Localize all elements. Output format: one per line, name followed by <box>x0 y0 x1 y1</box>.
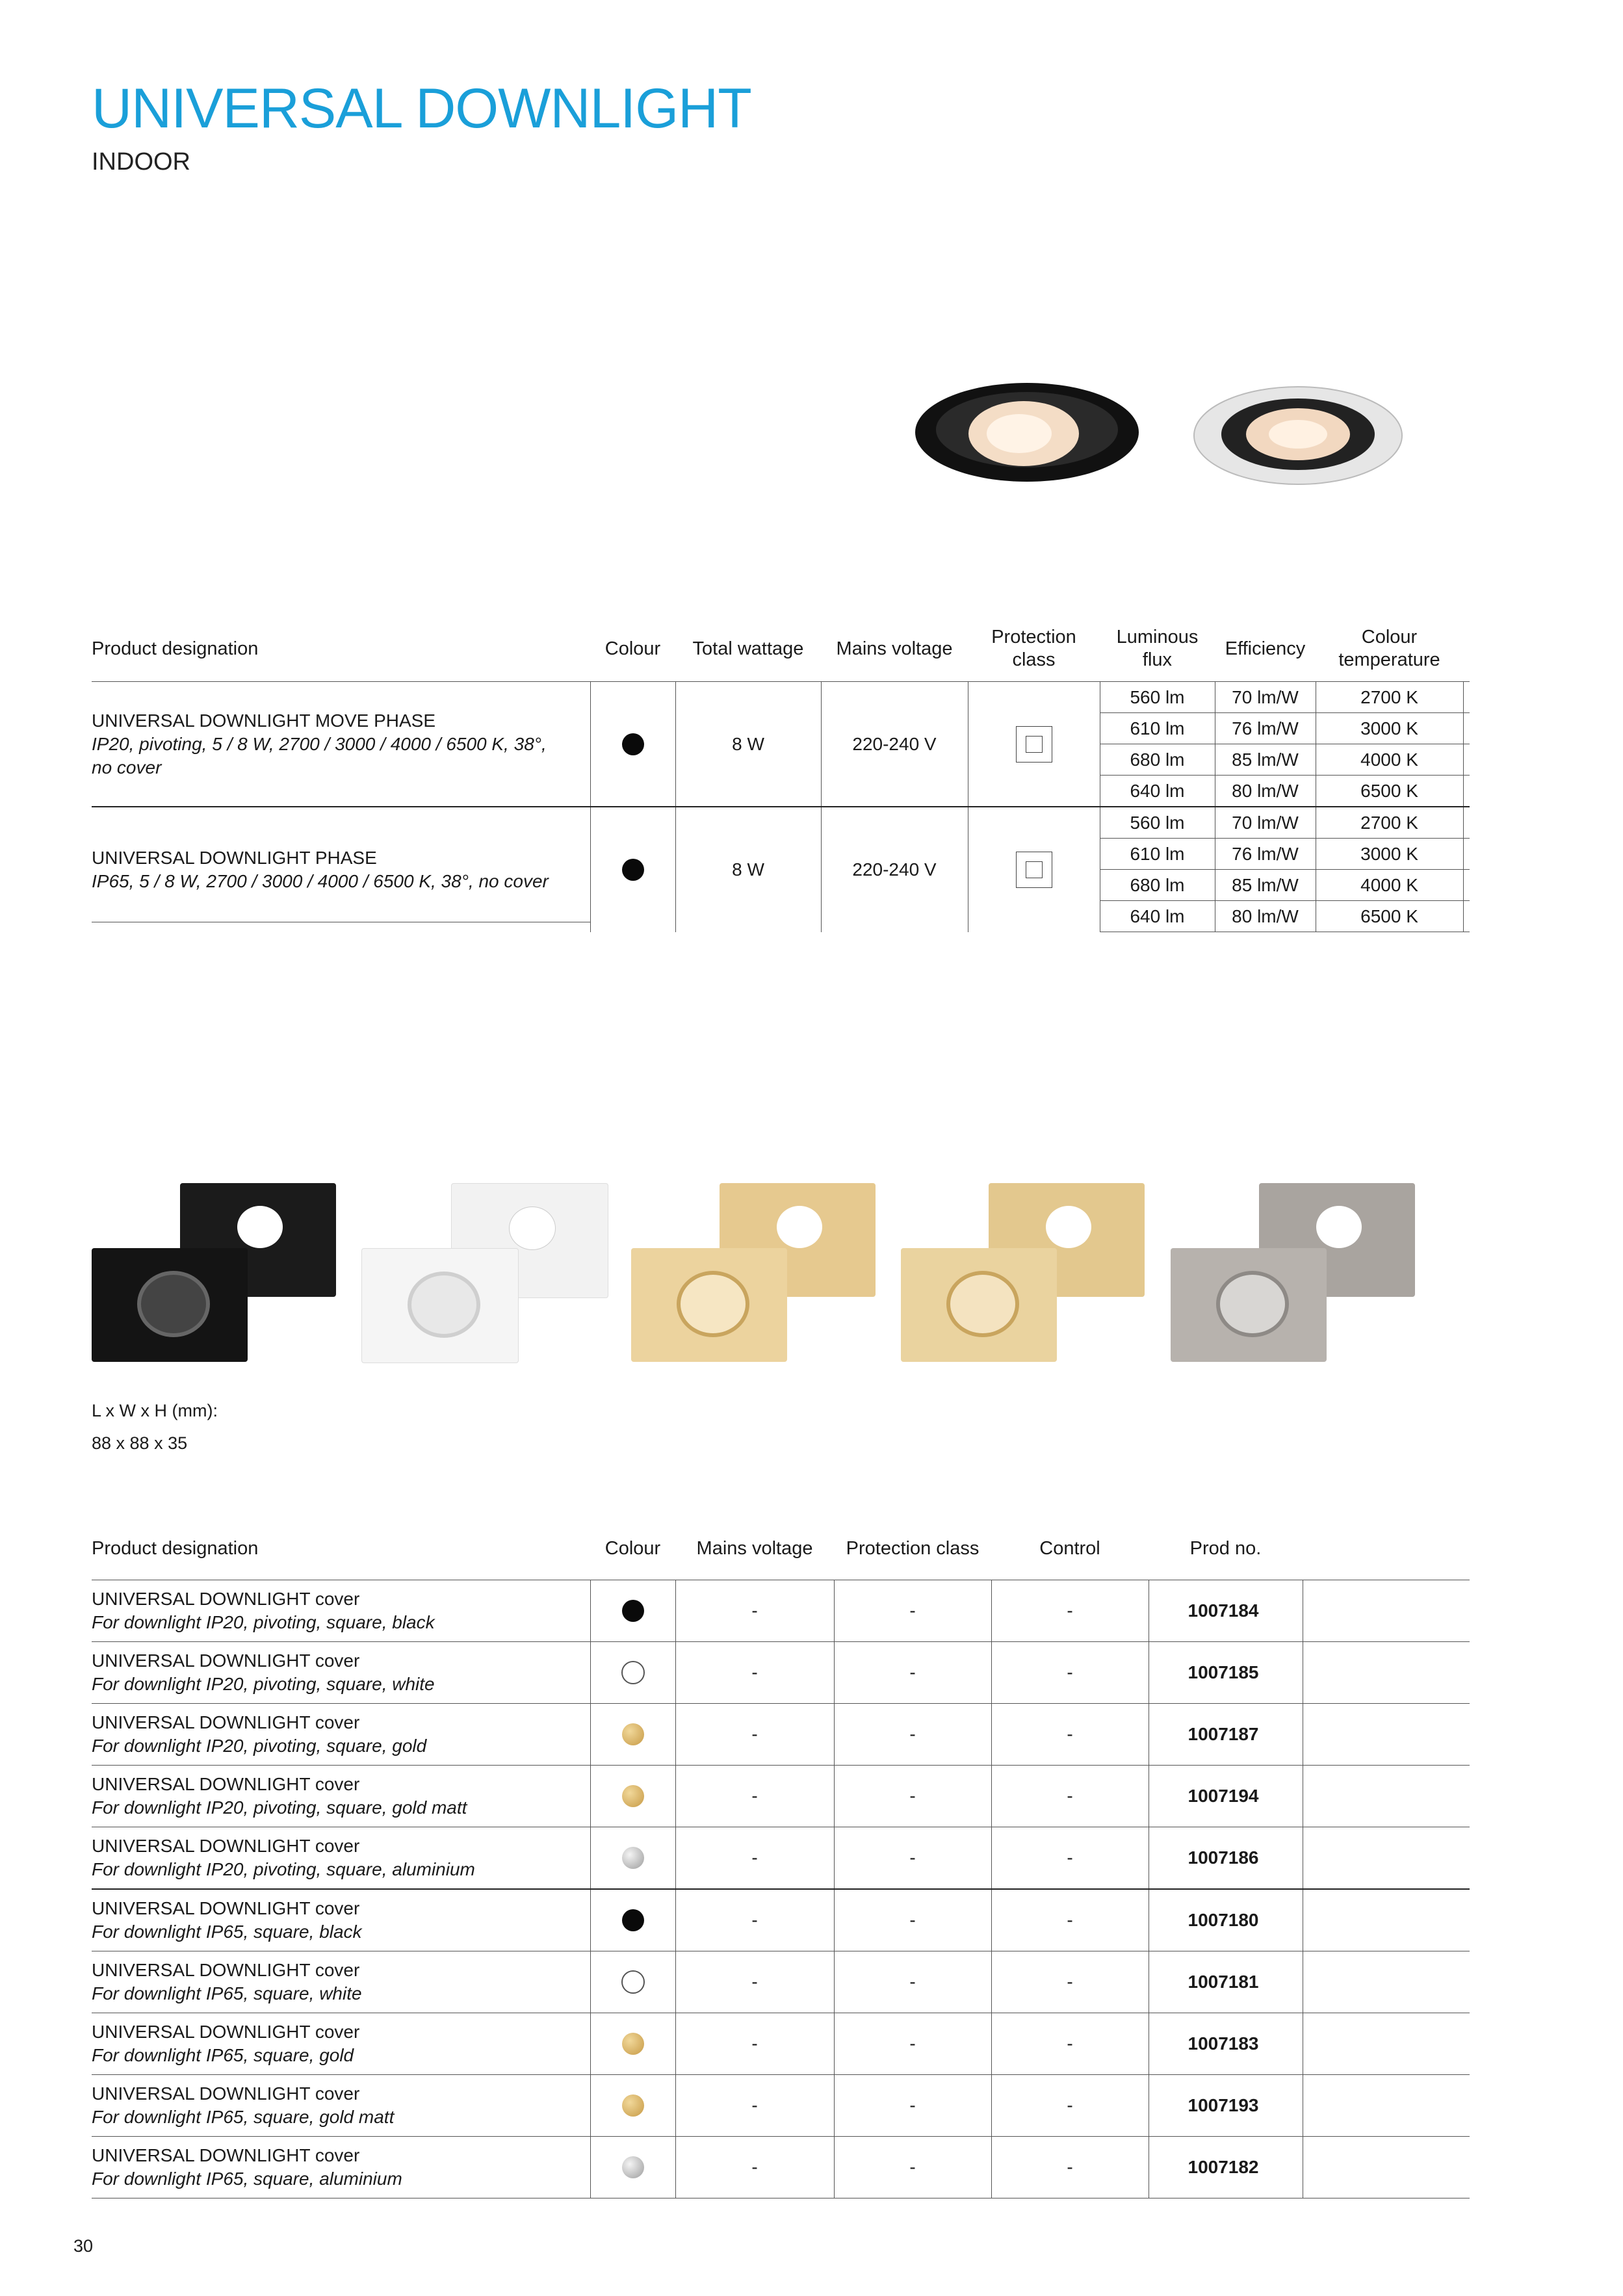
prod-no-cell: 1007187 <box>1149 1704 1303 1766</box>
prod-no-cell: 1007182 <box>1149 2137 1303 2198</box>
header-colour: Colour <box>604 638 661 659</box>
temperature-cell: 3000 K <box>1316 839 1463 870</box>
table-row <box>92 1951 1470 2013</box>
product-designation: UNIVERSAL DOWNLIGHT cover For downlight IP20, pivoting, square, gold <box>92 1704 590 1766</box>
cover-aluminium-image <box>1171 1248 1327 1362</box>
control-cell: - <box>991 1580 1149 1642</box>
temperature-cell: 4000 K <box>1316 744 1463 776</box>
prod-no-cell: 1007184 <box>1149 1580 1303 1642</box>
covers-table <box>92 1518 1470 2198</box>
flux-cell: 680 lm <box>1100 744 1215 776</box>
table-row <box>92 682 1470 713</box>
control-cell: - <box>991 2137 1149 2198</box>
header-voltage: Mains voltage <box>696 1538 813 1559</box>
colour-swatch <box>590 807 675 932</box>
product-designation: UNIVERSAL DOWNLIGHT cover For downlight IP20, pivoting, square, white <box>92 1642 590 1704</box>
protection-cell: - <box>834 1889 991 1951</box>
dimensions-value: 88 x 88 x 35 <box>92 1433 188 1453</box>
page-subtitle: INDOOR <box>92 148 190 176</box>
colour-swatch <box>590 1642 675 1704</box>
flux-cell: 610 lm <box>1100 839 1215 870</box>
protection-cell: - <box>834 1766 991 1827</box>
header-flux: Luminous flux <box>1116 627 1199 670</box>
wattage-cell: 8 W <box>675 682 821 807</box>
table-row <box>92 1889 1470 1951</box>
cover-black-image <box>92 1248 248 1362</box>
colour-swatch <box>590 1704 675 1766</box>
table-row <box>92 807 1470 839</box>
page-number: 30 <box>73 2236 94 2256</box>
temperature-cell: 6500 K <box>1316 776 1463 807</box>
header-designation: Product designation <box>92 638 259 659</box>
wattage-cell: 8 W <box>675 807 821 932</box>
table-row <box>92 1642 1470 1704</box>
temperature-cell: 3000 K <box>1316 713 1463 744</box>
voltage-cell: - <box>675 1642 834 1704</box>
cover-gold-image <box>631 1248 787 1362</box>
table-row <box>92 1827 1470 1890</box>
product-designation: UNIVERSAL DOWNLIGHT cover For downlight IP20, pivoting, square, black <box>92 1580 590 1642</box>
header-control: Control <box>1039 1538 1100 1559</box>
downlight-black-image <box>910 380 1144 484</box>
header-efficiency: Efficiency <box>1225 638 1306 659</box>
protection-cell: - <box>834 1951 991 2013</box>
temperature-cell: 4000 K <box>1316 870 1463 901</box>
table-row <box>92 1704 1470 1766</box>
product-designation: UNIVERSAL DOWNLIGHT cover For downlight IP65, square, aluminium <box>92 2137 590 2198</box>
control-cell: - <box>991 2075 1149 2137</box>
header-voltage: Mains voltage <box>836 638 953 659</box>
page-title: UNIVERSAL DOWNLIGHT <box>92 77 751 140</box>
table-row <box>92 2075 1470 2137</box>
temperature-cell: 6500 K <box>1316 901 1463 932</box>
voltage-cell: - <box>675 2013 834 2075</box>
prod-no-cell: 1007186 <box>1149 1827 1303 1890</box>
colour-swatch <box>590 1951 675 2013</box>
control-cell: - <box>991 1889 1149 1951</box>
prod-no-cell: 1007194 <box>1149 1766 1303 1827</box>
protection-cell: - <box>834 2075 991 2137</box>
efficiency-cell: 76 lm/W <box>1215 713 1316 744</box>
control-cell: - <box>991 1766 1149 1827</box>
downlight-white-image <box>1191 384 1405 488</box>
flux-cell: 610 lm <box>1100 713 1215 744</box>
product-designation: UNIVERSAL DOWNLIGHT cover For downlight IP65, square, gold matt <box>92 2075 590 2137</box>
flux-cell: 640 lm <box>1100 901 1215 932</box>
header-designation: Product designation <box>92 1538 259 1559</box>
product-designation: UNIVERSAL DOWNLIGHT MOVE PHASE IP20, pivoting, 5 / 8 W, 2700 / 3000 / 4000 / 6500 K, 38°, no cover <box>92 682 590 807</box>
efficiency-cell: 76 lm/W <box>1215 839 1316 870</box>
product-designation: UNIVERSAL DOWNLIGHT cover For downlight IP65, square, gold <box>92 2013 590 2075</box>
colour-swatch <box>590 2075 675 2137</box>
prod-no-cell: 1007193 <box>1149 2075 1303 2137</box>
downlight-specs-table <box>92 616 1470 932</box>
temperature-cell: 2700 K <box>1316 682 1463 713</box>
colour-swatch <box>590 1827 675 1890</box>
voltage-cell: - <box>675 2137 834 2198</box>
header-protection: Protection class <box>846 1538 980 1559</box>
product-designation: UNIVERSAL DOWNLIGHT PHASE IP65, 5 / 8 W, 2700 / 3000 / 4000 / 6500 K, 38°, no cover <box>92 807 590 932</box>
colour-swatch <box>590 2013 675 2075</box>
cover-images <box>92 1183 1418 1372</box>
flux-cell: 560 lm <box>1100 807 1215 839</box>
header-temperature: Colour temperature <box>1338 627 1440 670</box>
colour-swatch <box>590 682 675 807</box>
product-designation: UNIVERSAL DOWNLIGHT cover For downlight IP20, pivoting, square, gold matt <box>92 1766 590 1827</box>
table-row <box>92 1766 1470 1827</box>
flux-cell: 560 lm <box>1100 682 1215 713</box>
voltage-cell: - <box>675 2075 834 2137</box>
protection-class-icon <box>968 682 1100 807</box>
protection-cell: - <box>834 1704 991 1766</box>
prod-no-cell: 1007181 <box>1149 1951 1303 2013</box>
efficiency-cell: 85 lm/W <box>1215 870 1316 901</box>
prod-no-cell: 1007185 <box>1149 1642 1303 1704</box>
product-designation: UNIVERSAL DOWNLIGHT cover For downlight IP65, square, white <box>92 1951 590 2013</box>
control-cell: - <box>991 1704 1149 1766</box>
voltage-cell: - <box>675 1951 834 2013</box>
voltage-cell: 220-240 V <box>821 682 968 807</box>
prod-no-cell: 1007180 <box>1149 1889 1303 1951</box>
flux-cell: 680 lm <box>1100 870 1215 901</box>
product-designation: UNIVERSAL DOWNLIGHT cover For downlight IP20, pivoting, square, aluminium <box>92 1827 590 1890</box>
flux-cell: 640 lm <box>1100 776 1215 807</box>
table-row <box>92 2013 1470 2075</box>
colour-swatch <box>590 1889 675 1951</box>
cover-gold-matt-image <box>901 1248 1057 1362</box>
voltage-cell: - <box>675 1827 834 1890</box>
protection-cell: - <box>834 1827 991 1890</box>
efficiency-cell: 85 lm/W <box>1215 744 1316 776</box>
header-colour: Colour <box>604 1538 661 1559</box>
protection-cell: - <box>834 2137 991 2198</box>
header-prod-no: Prod no. <box>1189 1538 1262 1559</box>
control-cell: - <box>991 2013 1149 2075</box>
colour-swatch <box>590 1766 675 1827</box>
voltage-cell: - <box>675 1889 834 1951</box>
dimensions-label: L x W x H (mm): <box>92 1401 218 1420</box>
header-protection: Protection class <box>991 627 1076 670</box>
control-cell: - <box>991 1827 1149 1890</box>
protection-cell: - <box>834 1642 991 1704</box>
control-cell: - <box>991 1642 1149 1704</box>
table-header-row <box>92 1518 1470 1580</box>
colour-swatch <box>590 1580 675 1642</box>
protection-cell: - <box>834 1580 991 1642</box>
product-designation: UNIVERSAL DOWNLIGHT cover For downlight IP65, square, black <box>92 1889 590 1951</box>
efficiency-cell: 70 lm/W <box>1215 807 1316 839</box>
prod-no-cell: 1007183 <box>1149 2013 1303 2075</box>
efficiency-cell: 70 lm/W <box>1215 682 1316 713</box>
voltage-cell: - <box>675 1580 834 1642</box>
protection-class-icon <box>968 807 1100 932</box>
header-wattage: Total wattage <box>692 638 804 659</box>
temperature-cell: 2700 K <box>1316 807 1463 839</box>
cover-white-image <box>361 1248 519 1363</box>
efficiency-cell: 80 lm/W <box>1215 776 1316 807</box>
voltage-cell: - <box>675 1766 834 1827</box>
colour-swatch <box>590 2137 675 2198</box>
voltage-cell: - <box>675 1704 834 1766</box>
control-cell: - <box>991 1951 1149 2013</box>
voltage-cell: 220-240 V <box>821 807 968 932</box>
protection-cell: - <box>834 2013 991 2075</box>
table-header-row <box>92 616 1470 682</box>
table-row <box>92 2137 1470 2198</box>
table-row <box>92 1580 1470 1642</box>
efficiency-cell: 80 lm/W <box>1215 901 1316 932</box>
